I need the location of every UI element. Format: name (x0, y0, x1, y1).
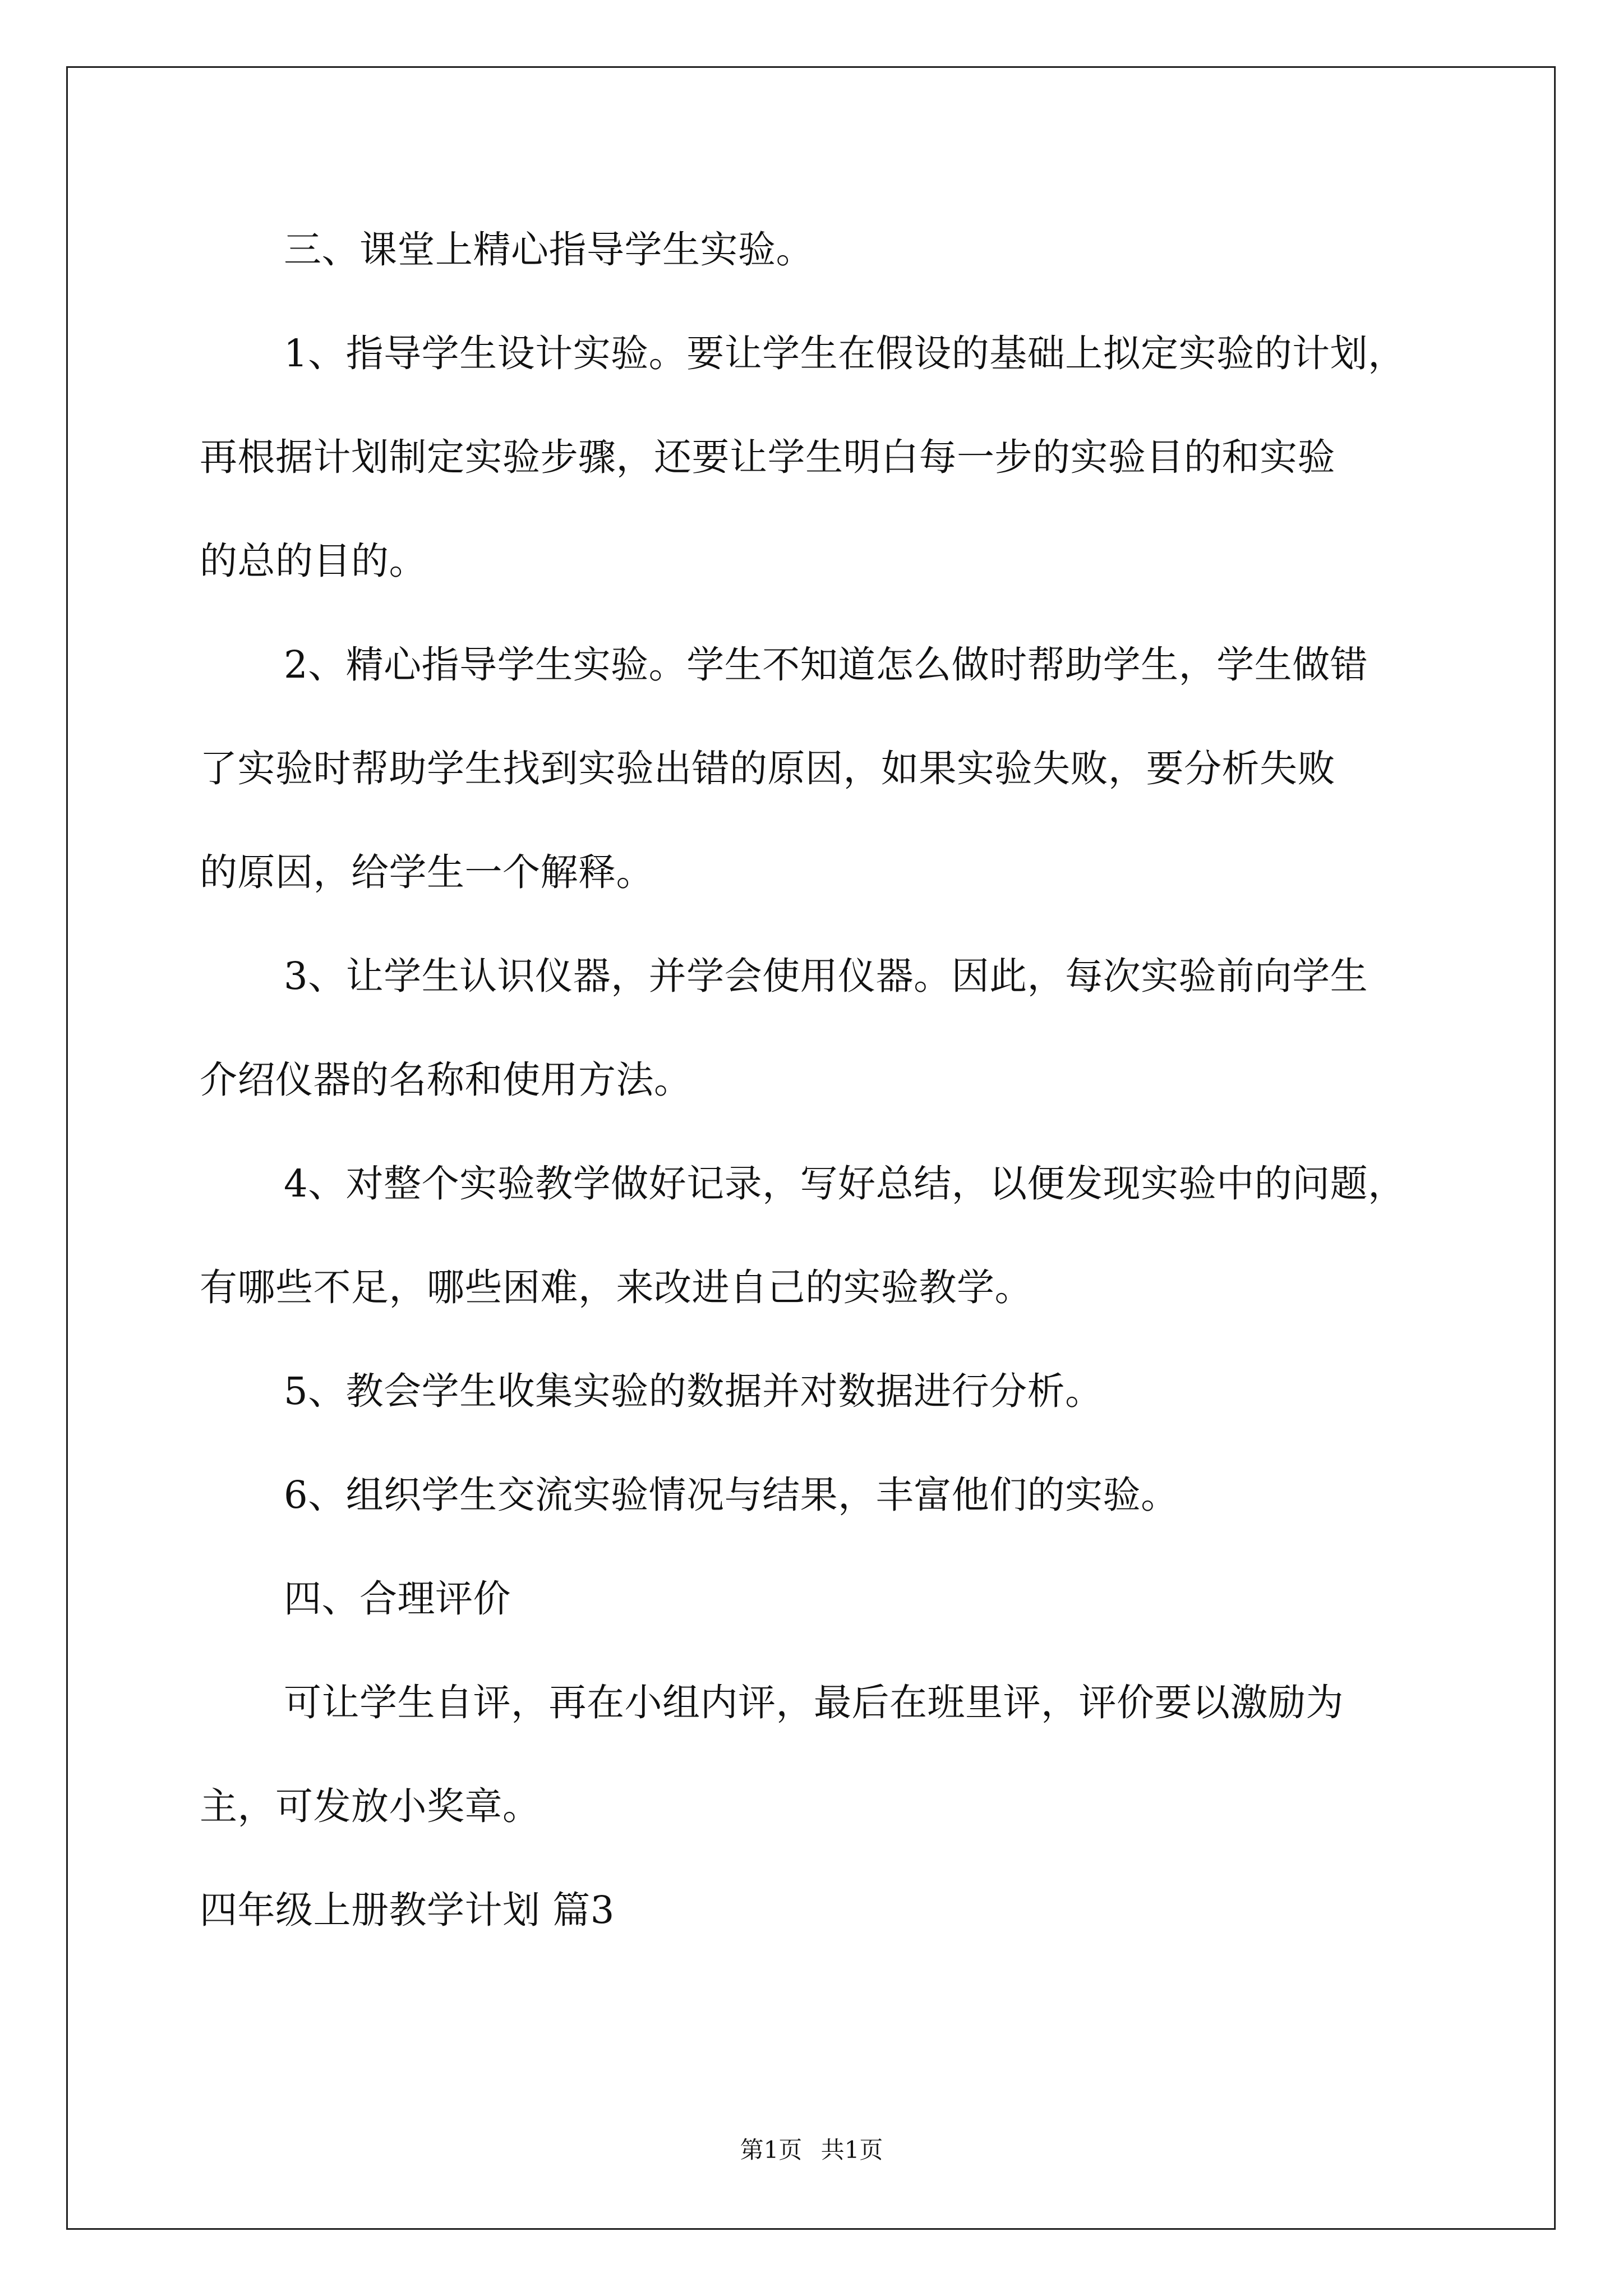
paragraph-line: 的总的目的。 (200, 539, 427, 583)
paragraph-line: 6、组织学生交流实验情况与结果，丰富他们的实验。 (284, 1473, 1179, 1517)
section-heading-4: 四、合理评价 (284, 1577, 511, 1621)
paragraph-line: 4、对整个实验教学做好记录，写好总结，以便发现实验中的问题， (284, 1162, 1406, 1205)
paragraph-line: 主，可发放小奖章。 (200, 1784, 541, 1828)
paragraph-line: 5、教会学生收集实验的数据并对数据进行分析。 (284, 1369, 1103, 1413)
page-footer (0, 2132, 1623, 2165)
paragraph-line: 再根据计划制定实验步骤，还要让学生明白每一步的实验目的和实验 (200, 435, 1335, 479)
paragraph-line: 的原因，给学生一个解释。 (200, 850, 654, 894)
paragraph-line: 介绍仪器的名称和使用方法。 (200, 1058, 692, 1102)
paragraph-line: 3、让学生认识仪器，并学会使用仪器。因此，每次实验前向学生 (284, 954, 1368, 998)
section-heading-3: 三、课堂上精心指导学生实验。 (284, 228, 814, 272)
paragraph-line: 了实验时帮助学生找到实验出错的原因，如果实验失败，要分析失败 (200, 747, 1335, 790)
page-total: 共1页 (820, 2136, 883, 2164)
paragraph-line: 1、指导学生设计实验。要让学生在假设的基础上拟定实验的计划， (284, 332, 1406, 375)
document-title-next: 四年级上册教学计划 篇3 (200, 1888, 615, 1932)
paragraph-line: 有哪些不足，哪些困难，来改进自己的实验教学。 (200, 1266, 1032, 1309)
paragraph-line: 可让学生自评，再在小组内评，最后在班里评，评价要以激励为 (284, 1681, 1344, 1724)
page-number: 第1页 (740, 2136, 803, 2164)
paragraph-line: 2、精心指导学生实验。学生不知道怎么做时帮助学生，学生做错 (284, 643, 1368, 687)
